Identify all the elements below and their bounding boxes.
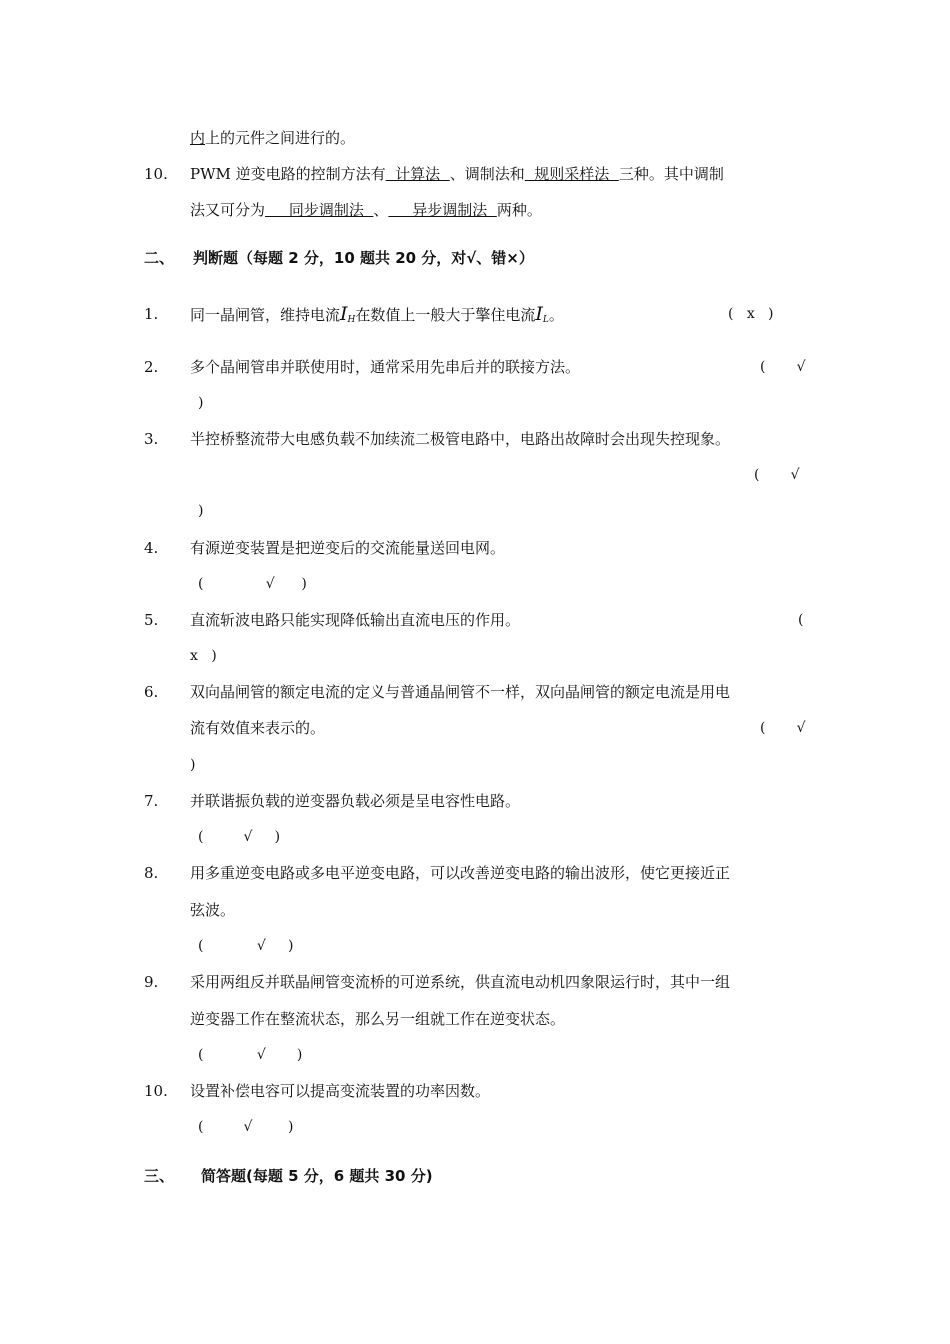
fill-answer: 规则采样法 [524,165,619,183]
question-text: 直流斩波电路只能实现降低输出直流电压的作用。 [190,611,521,629]
question-text: 有源逆变装置是把逆变后的交流能量送回电网。 [190,539,506,557]
answer-close: ) [190,757,196,773]
question-number: 5. [144,611,159,629]
question-text-cont: 弦波。 [190,901,236,919]
question-number: 1. [144,305,159,323]
answer: ( [798,612,804,628]
answer: ( √ ) [198,938,294,954]
question-text [190,164,724,184]
section-title: 判断题（每题 2 分，10 题共 20 分，对√、错×） [193,249,534,267]
section-title: 简答题(每题 5 分，6 题共 30 分) [201,1167,433,1185]
text: 、 [373,201,389,219]
answer: ( √ ) [198,1119,294,1135]
text: PWM 逆变电路的控制方法有 [190,165,386,183]
question-number: 9. [144,973,159,991]
math-symbol: $I_L$ [535,303,549,325]
text: 三种。其中调制 [618,165,724,183]
answer: ( √ [760,359,806,375]
text: 法又可分为 [190,201,266,219]
question-text-cont: 流有效值来表示的。 [190,719,326,737]
text: 两种。 [496,201,542,219]
answer: ( √ ) [198,1047,303,1063]
section-number: 二、 [144,249,175,267]
question-text-cont [190,200,542,220]
fill-answer: 同步调制法 [265,201,374,219]
answer: ( √ ) [198,576,307,592]
question-text [190,304,564,330]
question-text: 多个晶闸管串并联使用时，通常采用先串后并的联接方法。 [190,358,581,376]
section-number: 三、 [144,1167,175,1185]
fill-answer: 异步调制法 [388,201,497,219]
math-symbol: $I_H$ [340,303,356,325]
answer: ( √ [754,467,800,483]
question-text: 采用两组反并联晶闸管变流桥的可逆系统，供直流电动机四象限运行时，其中一组 [190,973,731,991]
text: 同一晶闸管，维持电流 [190,306,341,324]
fill-answer: 计算法 [385,165,450,183]
answer-close: ) [198,503,204,519]
question-text: 设置补偿电容可以提高变流装置的功率因数。 [190,1082,491,1100]
question-number: 3. [144,430,159,448]
text: 在数值上一般大于擎住电流 [355,306,536,324]
question-number: 8. [144,864,159,882]
answer-close: ) [198,395,204,411]
answer-close: x ) [190,648,217,664]
question-number: 4. [144,539,159,557]
answer: ( √ [760,720,806,736]
question-text-cont: 逆变器工作在整流状态，那么另一组就工作在逆变状态。 [190,1010,566,1028]
answer: ( √ ) [198,829,281,845]
question-number: 7. [144,792,159,810]
question-text: 双向晶闸管的额定电流的定义与普通晶闸管不一样，双向晶闸管的额定电流是用电 [190,683,731,701]
continuation-line [190,128,355,148]
question-number: 10. [144,165,168,183]
fill-answer: 内 [190,129,206,147]
text: 上的元件之间进行的。 [205,129,356,147]
question-text: 用多重逆变电路或多电平逆变电路，可以改善逆变电路的输出波形，使它更接近正 [190,864,731,882]
question-number: 10. [144,1082,168,1100]
text: 。 [548,306,564,324]
question-text: 并联谐振负载的逆变器负载必须是呈电容性电路。 [190,792,521,810]
answer: ( x ) [728,306,774,322]
text: 、调制法和 [449,165,525,183]
question-number: 6. [144,683,159,701]
question-text: 半控桥整流带大电感负载不加续流二极管电路中，电路出故障时会出现失控现象。 [190,430,731,448]
question-number: 2. [144,358,159,376]
